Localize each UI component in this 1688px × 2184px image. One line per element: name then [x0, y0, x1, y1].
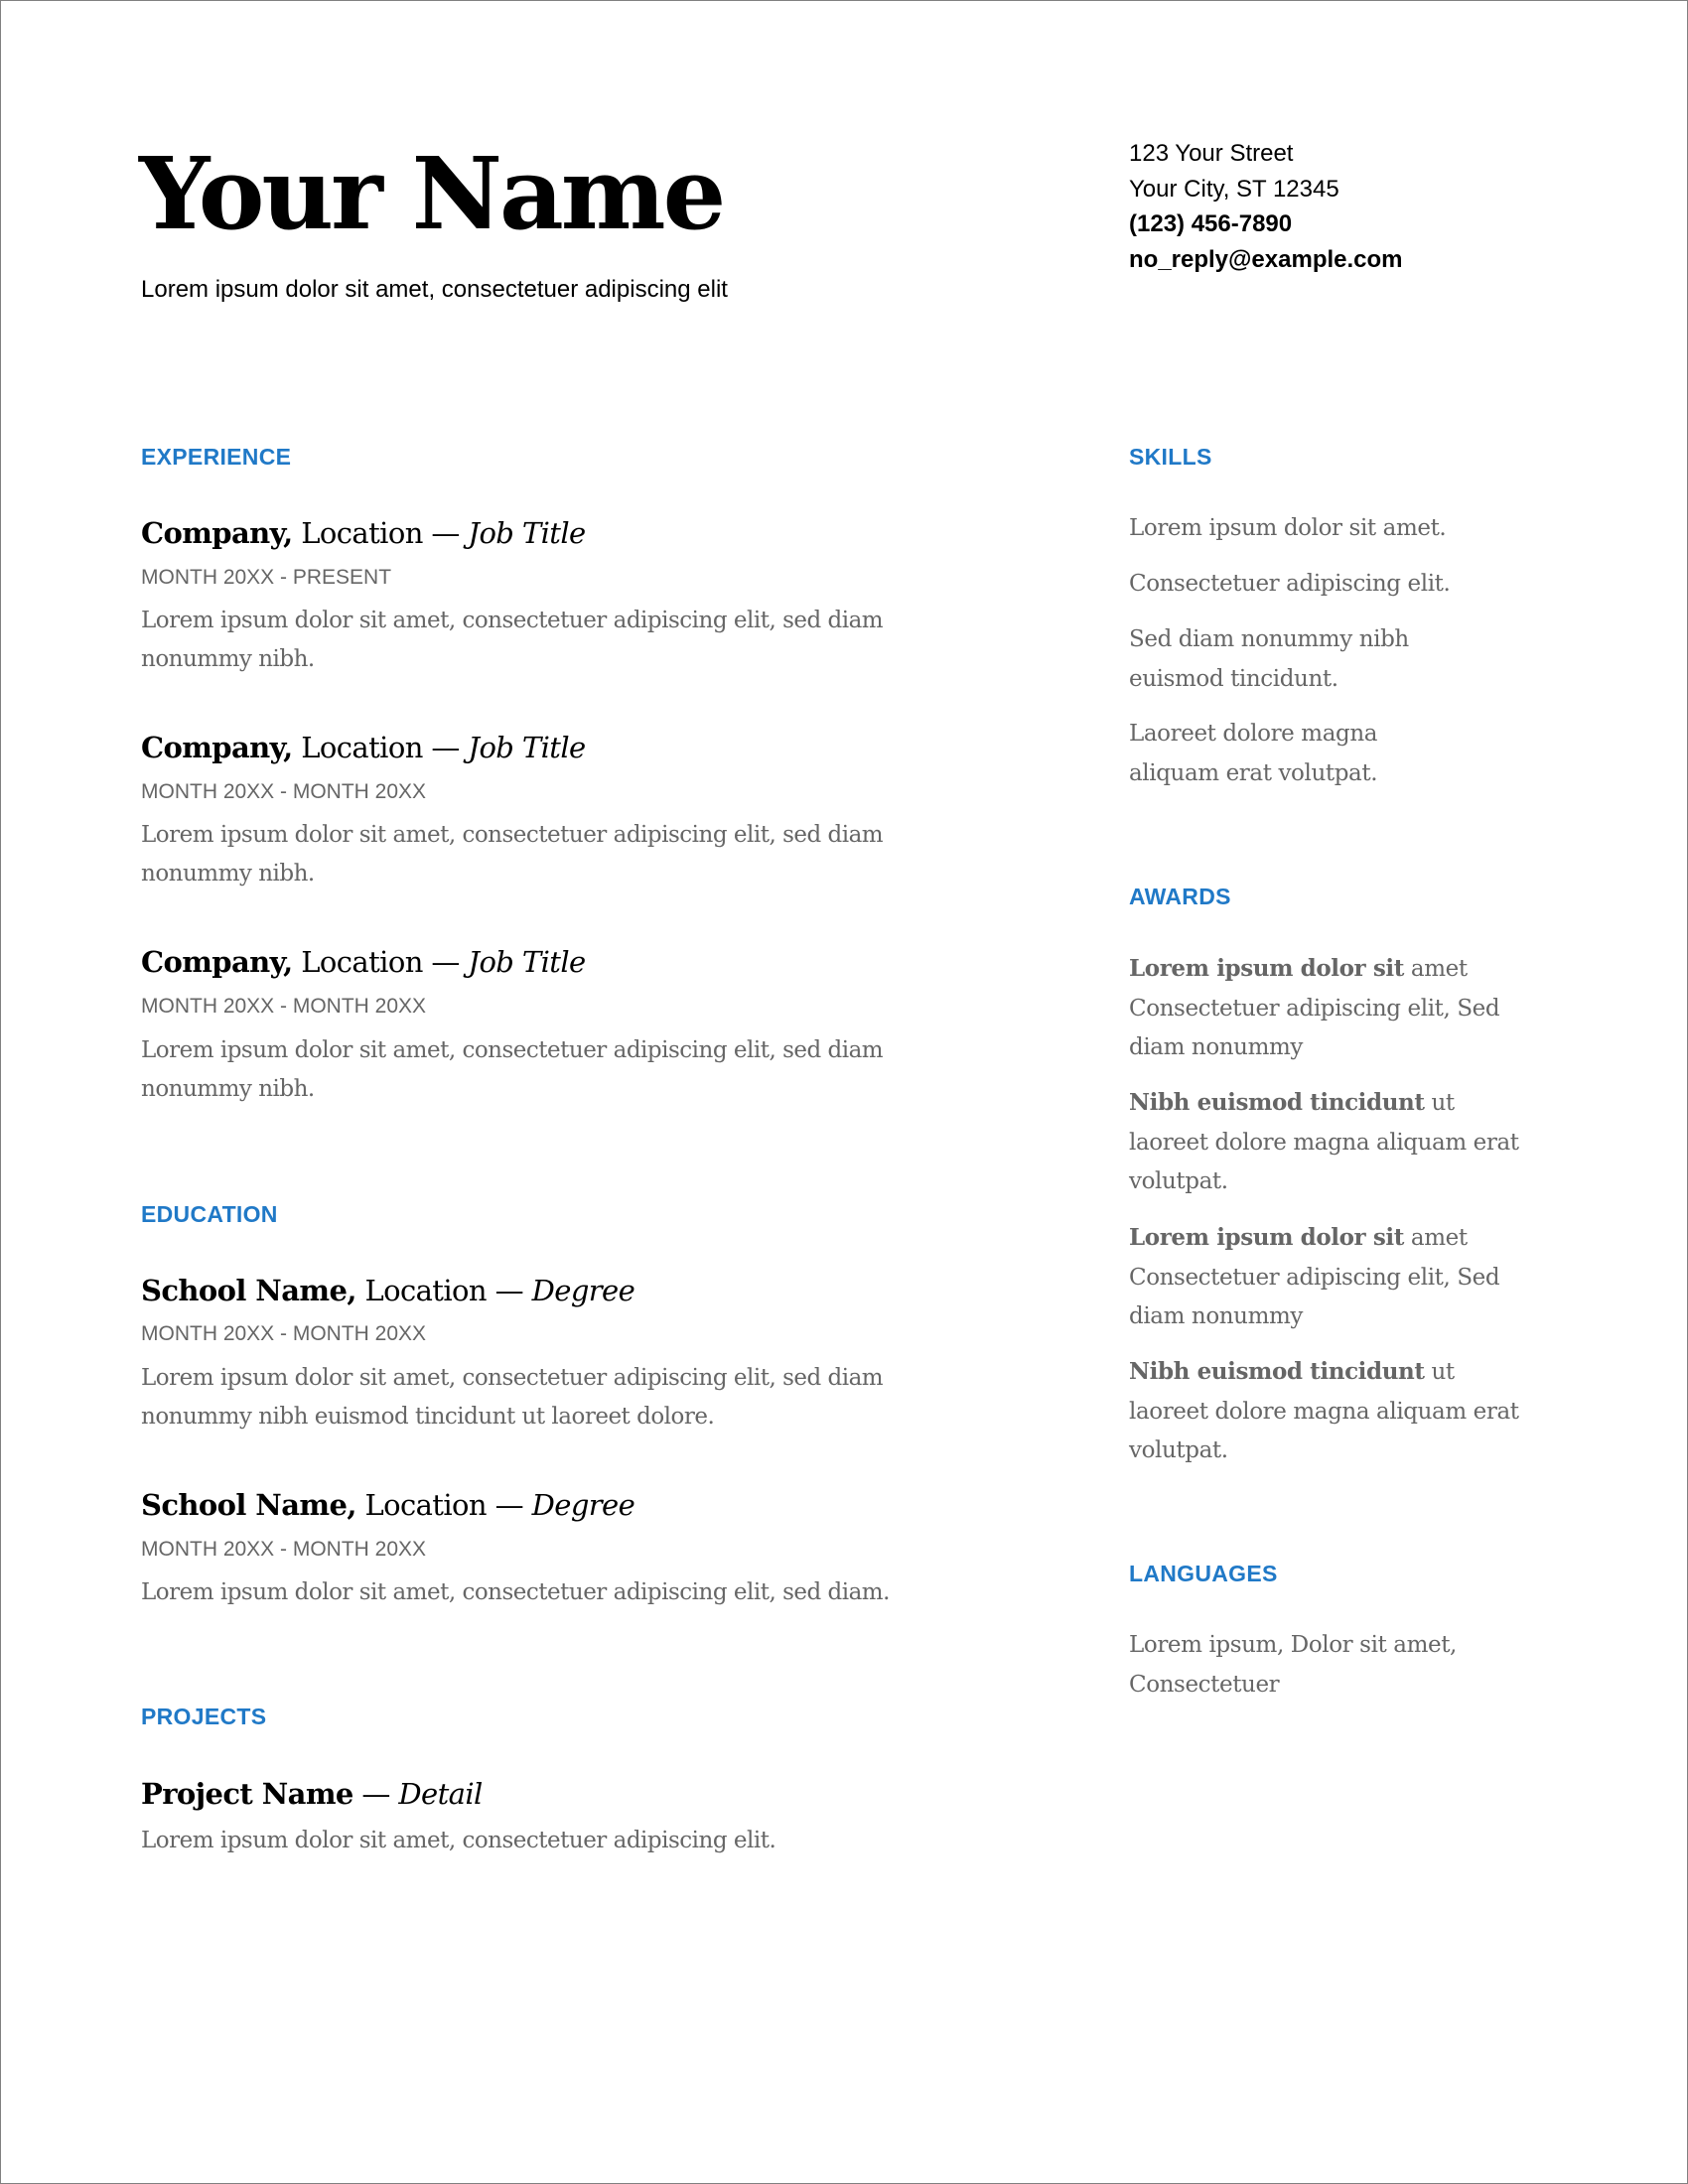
award-description: ut laoreet dolore magna aliquam erat volutpat.: [1129, 1090, 1519, 1194]
degree: Degree: [531, 1274, 635, 1307]
section-title-languages: LANGUAGES: [1129, 1561, 1278, 1586]
candidate-name: Your Name: [139, 135, 724, 252]
contact-street: 123 Your Street: [1129, 140, 1294, 167]
award-description: ut laoreet dolore magna aliquam erat volutpat.: [1129, 1359, 1519, 1463]
award-title: Lorem ipsum dolor sit: [1129, 1224, 1404, 1251]
job-title: Job Title: [468, 945, 586, 979]
company-location: Location —: [292, 731, 469, 764]
company-name: Company,: [141, 945, 293, 979]
award-title: Lorem ipsum dolor sit: [1129, 955, 1404, 982]
company-location: Location —: [292, 945, 469, 979]
education-heading: [141, 1487, 634, 1523]
contact-block: [1129, 136, 1403, 277]
section-title-projects: PROJECTS: [141, 1704, 267, 1729]
experience-heading: [141, 515, 586, 551]
award-description: amet Consectetuer adipiscing elit, Sed diam nonummy: [1129, 1225, 1500, 1329]
experience-dates: MONTH 20XX - PRESENT: [141, 566, 392, 589]
award-item: [1129, 949, 1501, 1068]
job-title: Job Title: [468, 731, 586, 764]
school-name: School Name,: [141, 1274, 356, 1307]
experience-heading: [141, 944, 586, 980]
education-dates: MONTH 20XX - MONTH 20XX: [141, 1322, 427, 1345]
section-title-education: EDUCATION: [141, 1201, 278, 1227]
project-description: Lorem ipsum dolor sit amet, consectetuer adipiscing elit.: [141, 1828, 776, 1853]
project-heading: [141, 1776, 483, 1812]
contact-city: Your City, ST 12345: [1129, 175, 1339, 203]
company-location: Location —: [292, 516, 469, 550]
skill-item: Lorem ipsum dolor sit amet.: [1129, 515, 1447, 541]
experience-description: Lorem ipsum dolor sit amet, consectetuer adipiscing elit, sed diam nonummy nibh.: [141, 608, 884, 673]
contact-email: no_reply@example.com: [1129, 245, 1403, 273]
award-title: Nibh euismod tincidunt: [1129, 1358, 1425, 1385]
candidate-tagline: Lorem ipsum dolor sit amet, consectetuer adipiscing elit: [141, 276, 728, 303]
education-description: Lorem ipsum dolor sit amet, consectetuer adipiscing elit, sed diam.: [141, 1579, 890, 1605]
experience-dates: MONTH 20XX - MONTH 20XX: [141, 995, 427, 1018]
project-detail: Detail: [398, 1777, 483, 1811]
experience-description: Lorem ipsum dolor sit amet, consectetuer adipiscing elit, sed diam nonummy nibh.: [141, 822, 884, 887]
award-item: [1129, 1352, 1526, 1471]
award-description: amet Consectetuer adipiscing elit, Sed diam nonummy: [1129, 956, 1500, 1060]
education-description: Lorem ipsum dolor sit amet, consectetuer adipiscing elit, sed diam nonummy nibh euismod tincidunt ut laoreet dolore.: [141, 1365, 884, 1431]
section-title-awards: AWARDS: [1129, 884, 1231, 909]
experience-heading: [141, 730, 586, 765]
company-name: Company,: [141, 731, 293, 764]
award-item: [1129, 1083, 1526, 1202]
project-separator: —: [352, 1777, 399, 1811]
school-location: Location —: [355, 1488, 532, 1522]
job-title: Job Title: [468, 516, 586, 550]
company-name: Company,: [141, 516, 293, 550]
experience-description: Lorem ipsum dolor sit amet, consectetuer adipiscing elit, sed diam nonummy nibh.: [141, 1037, 884, 1103]
education-heading: [141, 1273, 634, 1308]
skill-item: Laoreet dolore magna aliquam erat volutpat.: [1129, 721, 1378, 786]
education-dates: MONTH 20XX - MONTH 20XX: [141, 1538, 427, 1561]
award-title: Nibh euismod tincidunt: [1129, 1089, 1425, 1116]
experience-dates: MONTH 20XX - MONTH 20XX: [141, 780, 427, 803]
skill-item: Sed diam nonummy nibh euismod tincidunt.: [1129, 626, 1409, 692]
project-name: Project Name: [141, 1777, 353, 1811]
school-name: School Name,: [141, 1488, 356, 1522]
section-title-experience: EXPERIENCE: [141, 444, 292, 470]
contact-phone: (123) 456-7890: [1129, 210, 1293, 237]
degree: Degree: [531, 1488, 635, 1522]
school-location: Location —: [355, 1274, 532, 1307]
skill-item: Consectetuer adipiscing elit.: [1129, 571, 1451, 597]
languages-list: Lorem ipsum, Dolor sit amet, Consectetuer: [1129, 1632, 1457, 1698]
award-item: [1129, 1218, 1501, 1337]
section-title-skills: SKILLS: [1129, 444, 1212, 470]
